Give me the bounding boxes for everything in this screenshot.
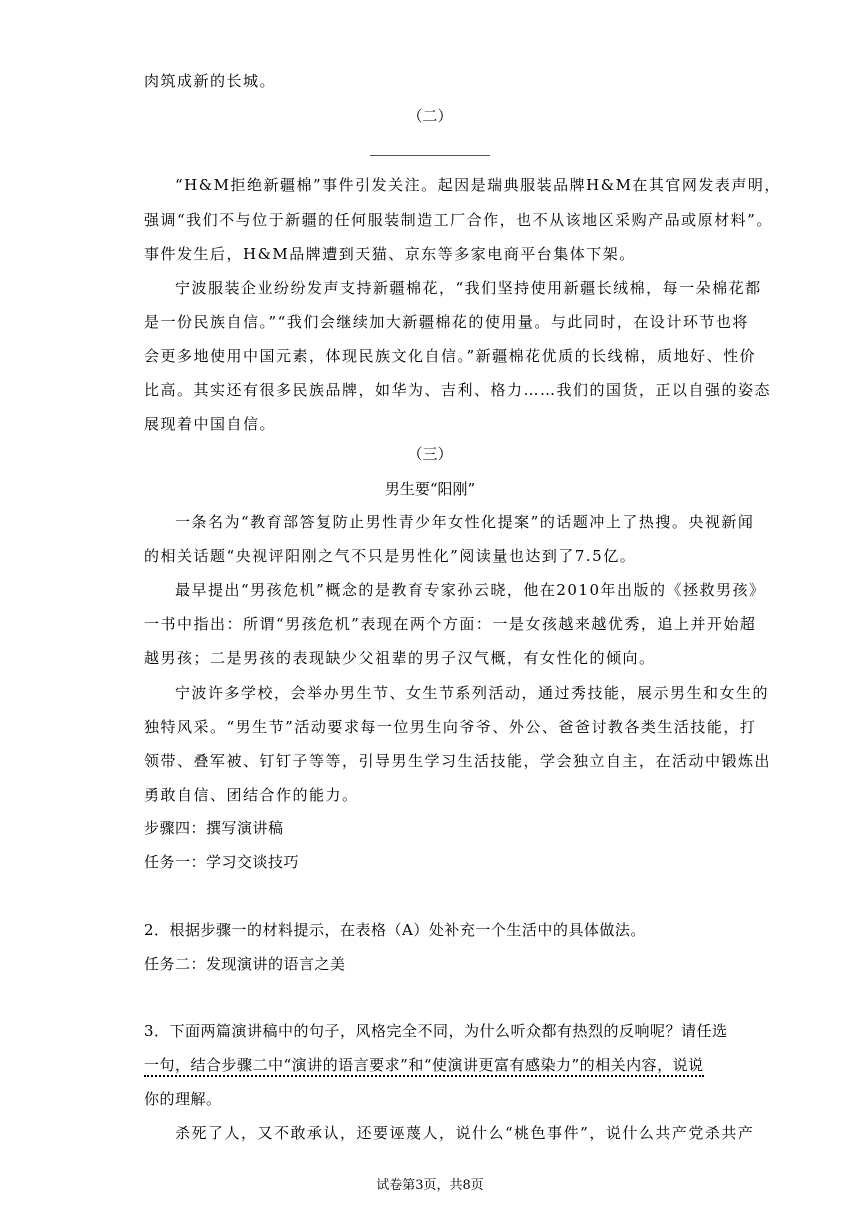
- text-line: 越男孩；二是男孩的表现缺少父祖辈的男子汉气概，有女性化的倾向。: [144, 649, 656, 667]
- text-line: 的相关话题“央视评阳刚之气不只是男性化”阅读量也达到了7.5亿。: [144, 547, 637, 565]
- text-line: 宁波许多学校，会举办男生节、女生节系列活动，通过秀技能，展示男生和女生的: [175, 684, 770, 702]
- question-3-end: 你的理解。: [144, 1090, 222, 1108]
- text-line: 事件发生后，H&M品牌遭到天猫、京东等多家电商平台集体下架。: [144, 245, 636, 263]
- text-line: 会更多地使用中国元素，体现民族文化自信。”新疆棉花优质的长线棉，质地好、性价: [144, 347, 757, 365]
- text-line: 最早提出“男孩危机”概念的是教育专家孙云晓，他在2010年出版的《拯救男孩》: [175, 581, 766, 599]
- text-line: 肉筑成新的长城。: [144, 72, 277, 90]
- text-line: 展现着中国自信。: [144, 415, 277, 433]
- step-heading: 步骤四：撰写演讲稿: [144, 819, 284, 837]
- text-line: 领带、叠军被、钉钉子等等，引导男生学习生活技能，学会独立自主，在活动中锻炼出: [144, 752, 772, 770]
- text-line: 比高。其实还有很多民族品牌，如华为、吉利、格力……我们的国货，正以自强的姿态: [144, 381, 772, 399]
- text-line: 一条名为“教育部答复防止男性青少年女性化提案”的话题冲上了热搜。央视新闻: [175, 513, 755, 531]
- text-line: 一书中指出：所谓“男孩危机”表现在两个方面：一是女孩越来越优秀，追上并开始超: [144, 615, 757, 633]
- question-3-dotted: [144, 1055, 724, 1075]
- text-line: 勇敢自信、团结合作的能力。: [144, 786, 359, 804]
- title-blank: [370, 155, 490, 156]
- text-line: 是一份民族自信。”“我们会继续加大新疆棉花的使用量。与此同时，在设计环节也将: [144, 313, 749, 331]
- text-line: 强调“我们不与位于新疆的任何服装制造工厂合作，也不从该地区采购产品或原材料”。: [144, 211, 773, 229]
- page-footer: 试卷第3页，共8页: [376, 1178, 484, 1193]
- section-heading-2: （二）: [407, 107, 453, 125]
- text-line: 独特风采。“男生节”活动要求每一位男生向爷爷、外公、爸爸讨教各类生活技能，打: [144, 718, 757, 736]
- text-line: “H&M拒绝新疆棉”事件引发关注。起因是瑞典服装品牌H&M在其官网发表声明，: [175, 176, 781, 194]
- emphasis-dots: 一句，结合步骤二中“演讲的语言要求”和“使演讲更富有感染力”的相关内容，说说: [144, 1056, 704, 1077]
- text-line: 宁波服装企业纷纷发声支持新疆棉花，“我们坚持使用新疆长绒棉，每一朵棉花都: [175, 279, 762, 297]
- task-heading: 任务二：发现演讲的语言之美: [144, 955, 346, 973]
- section-heading-3: （三）: [407, 445, 453, 463]
- question-2: 2．根据步骤一的材料提示，在表格（A）处补充一个生活中的具体做法。: [144, 921, 646, 939]
- quoted-speech: 杀死了人，又不敢承认，还要诬蔑人，说什么“桃色事件”，说什么共产党杀共产: [175, 1124, 755, 1142]
- task-heading: 任务一：学习交谈技巧: [144, 853, 300, 871]
- question-3: 3．下面两篇演讲稿中的句子，风格完全不同，为什么听众都有热烈的反响呢？请任选: [144, 1022, 728, 1040]
- section-title: 男生要“阳刚”: [384, 480, 476, 498]
